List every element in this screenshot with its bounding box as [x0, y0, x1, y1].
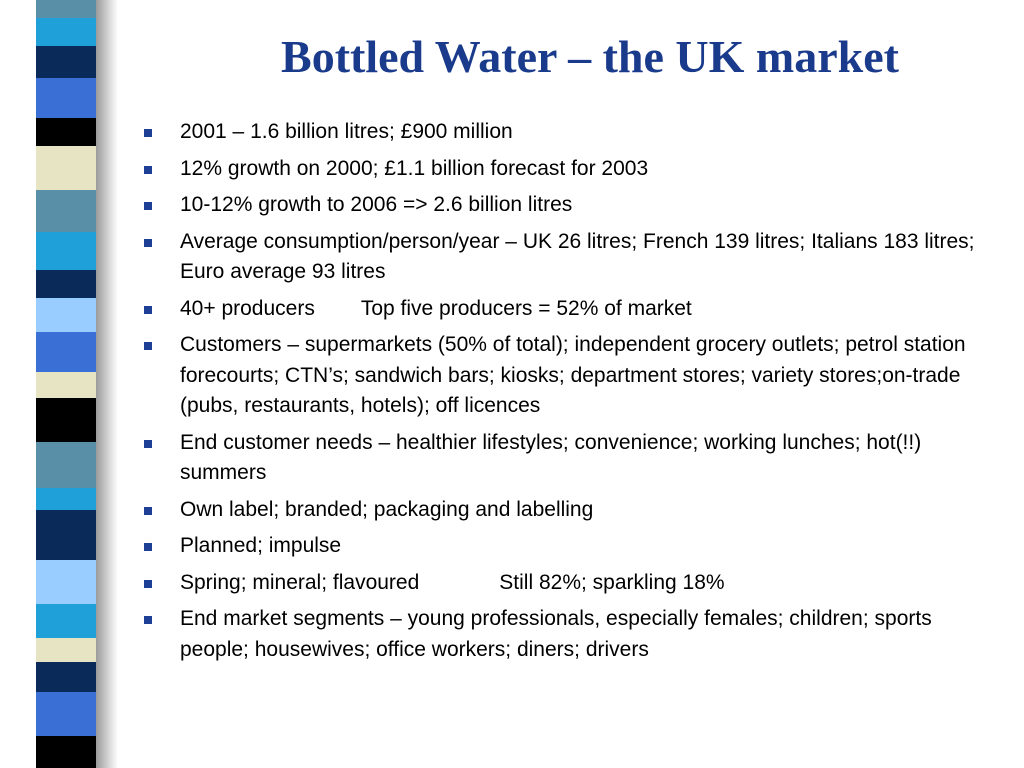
bullet-list [142, 117, 1002, 671]
strip-segment [36, 510, 96, 560]
strip-segment [36, 604, 96, 638]
strip-shadow [96, 0, 118, 768]
square-bullet-icon [144, 129, 152, 137]
strip-segment [36, 18, 96, 46]
bullet-item: Planned; impulse [142, 531, 1002, 562]
strip-segment [36, 692, 96, 736]
strip-segment [36, 442, 96, 488]
bullet-item: End customer needs – healthier lifestyles; convenience; working lunches; hot(!!) summers [142, 428, 1002, 489]
bullet-item: Customers – supermarkets (50% of total); independent grocery outlets; petrol station forecourts; CTN’s; sandwich bars; kiosks; department stores; variety stores;on-trade (pubs, restaurants, hotels); off licences [142, 330, 1002, 422]
strip-segment [36, 638, 96, 662]
strip-segment [36, 232, 96, 270]
bullet-item: Own label; branded; packaging and labelling [142, 495, 1002, 526]
bullet-item: Average consumption/person/year – UK 26 litres; French 139 litres; Italians 183 litres; Euro average 93 litres [142, 227, 1002, 288]
bullet-item: 2001 – 1.6 billion litres; £900 million [142, 117, 1002, 148]
strip-segment [36, 146, 96, 190]
strip-segment [36, 298, 96, 332]
bullet-item: 10-12% growth to 2006 => 2.6 billion litres [142, 190, 1002, 221]
square-bullet-icon [144, 202, 152, 210]
strip-segment [36, 488, 96, 510]
strip-segment [36, 270, 96, 298]
bullet-item: 40+ producers Top five producers = 52% of market [142, 294, 1002, 325]
bullet-item: Spring; mineral; flavoured Still 82%; sparkling 18% [142, 568, 1002, 599]
decorative-color-strip [36, 0, 96, 768]
square-bullet-icon [144, 166, 152, 174]
strip-segment [36, 662, 96, 692]
strip-segment [36, 736, 96, 768]
square-bullet-icon [144, 440, 152, 448]
slide-title: Bottled Water – the UK market [281, 31, 899, 82]
square-bullet-icon [144, 543, 152, 551]
bullet-item: End market segments – young professionals, especially females; children; sports people; housewives; office workers; diners; drivers [142, 604, 1002, 665]
strip-segment [36, 46, 96, 78]
bullet-item: 12% growth on 2000; £1.1 billion forecast for 2003 [142, 154, 1002, 185]
square-bullet-icon [144, 239, 152, 247]
strip-segment [36, 560, 96, 604]
square-bullet-icon [144, 580, 152, 588]
strip-segment [36, 118, 96, 146]
strip-segment [36, 398, 96, 442]
strip-segment [36, 332, 96, 372]
square-bullet-icon [144, 507, 152, 515]
square-bullet-icon [144, 616, 152, 624]
strip-segment [36, 0, 96, 18]
strip-segment [36, 372, 96, 398]
square-bullet-icon [144, 342, 152, 350]
strip-segment [36, 78, 96, 118]
strip-segment [36, 190, 96, 232]
square-bullet-icon [144, 306, 152, 314]
